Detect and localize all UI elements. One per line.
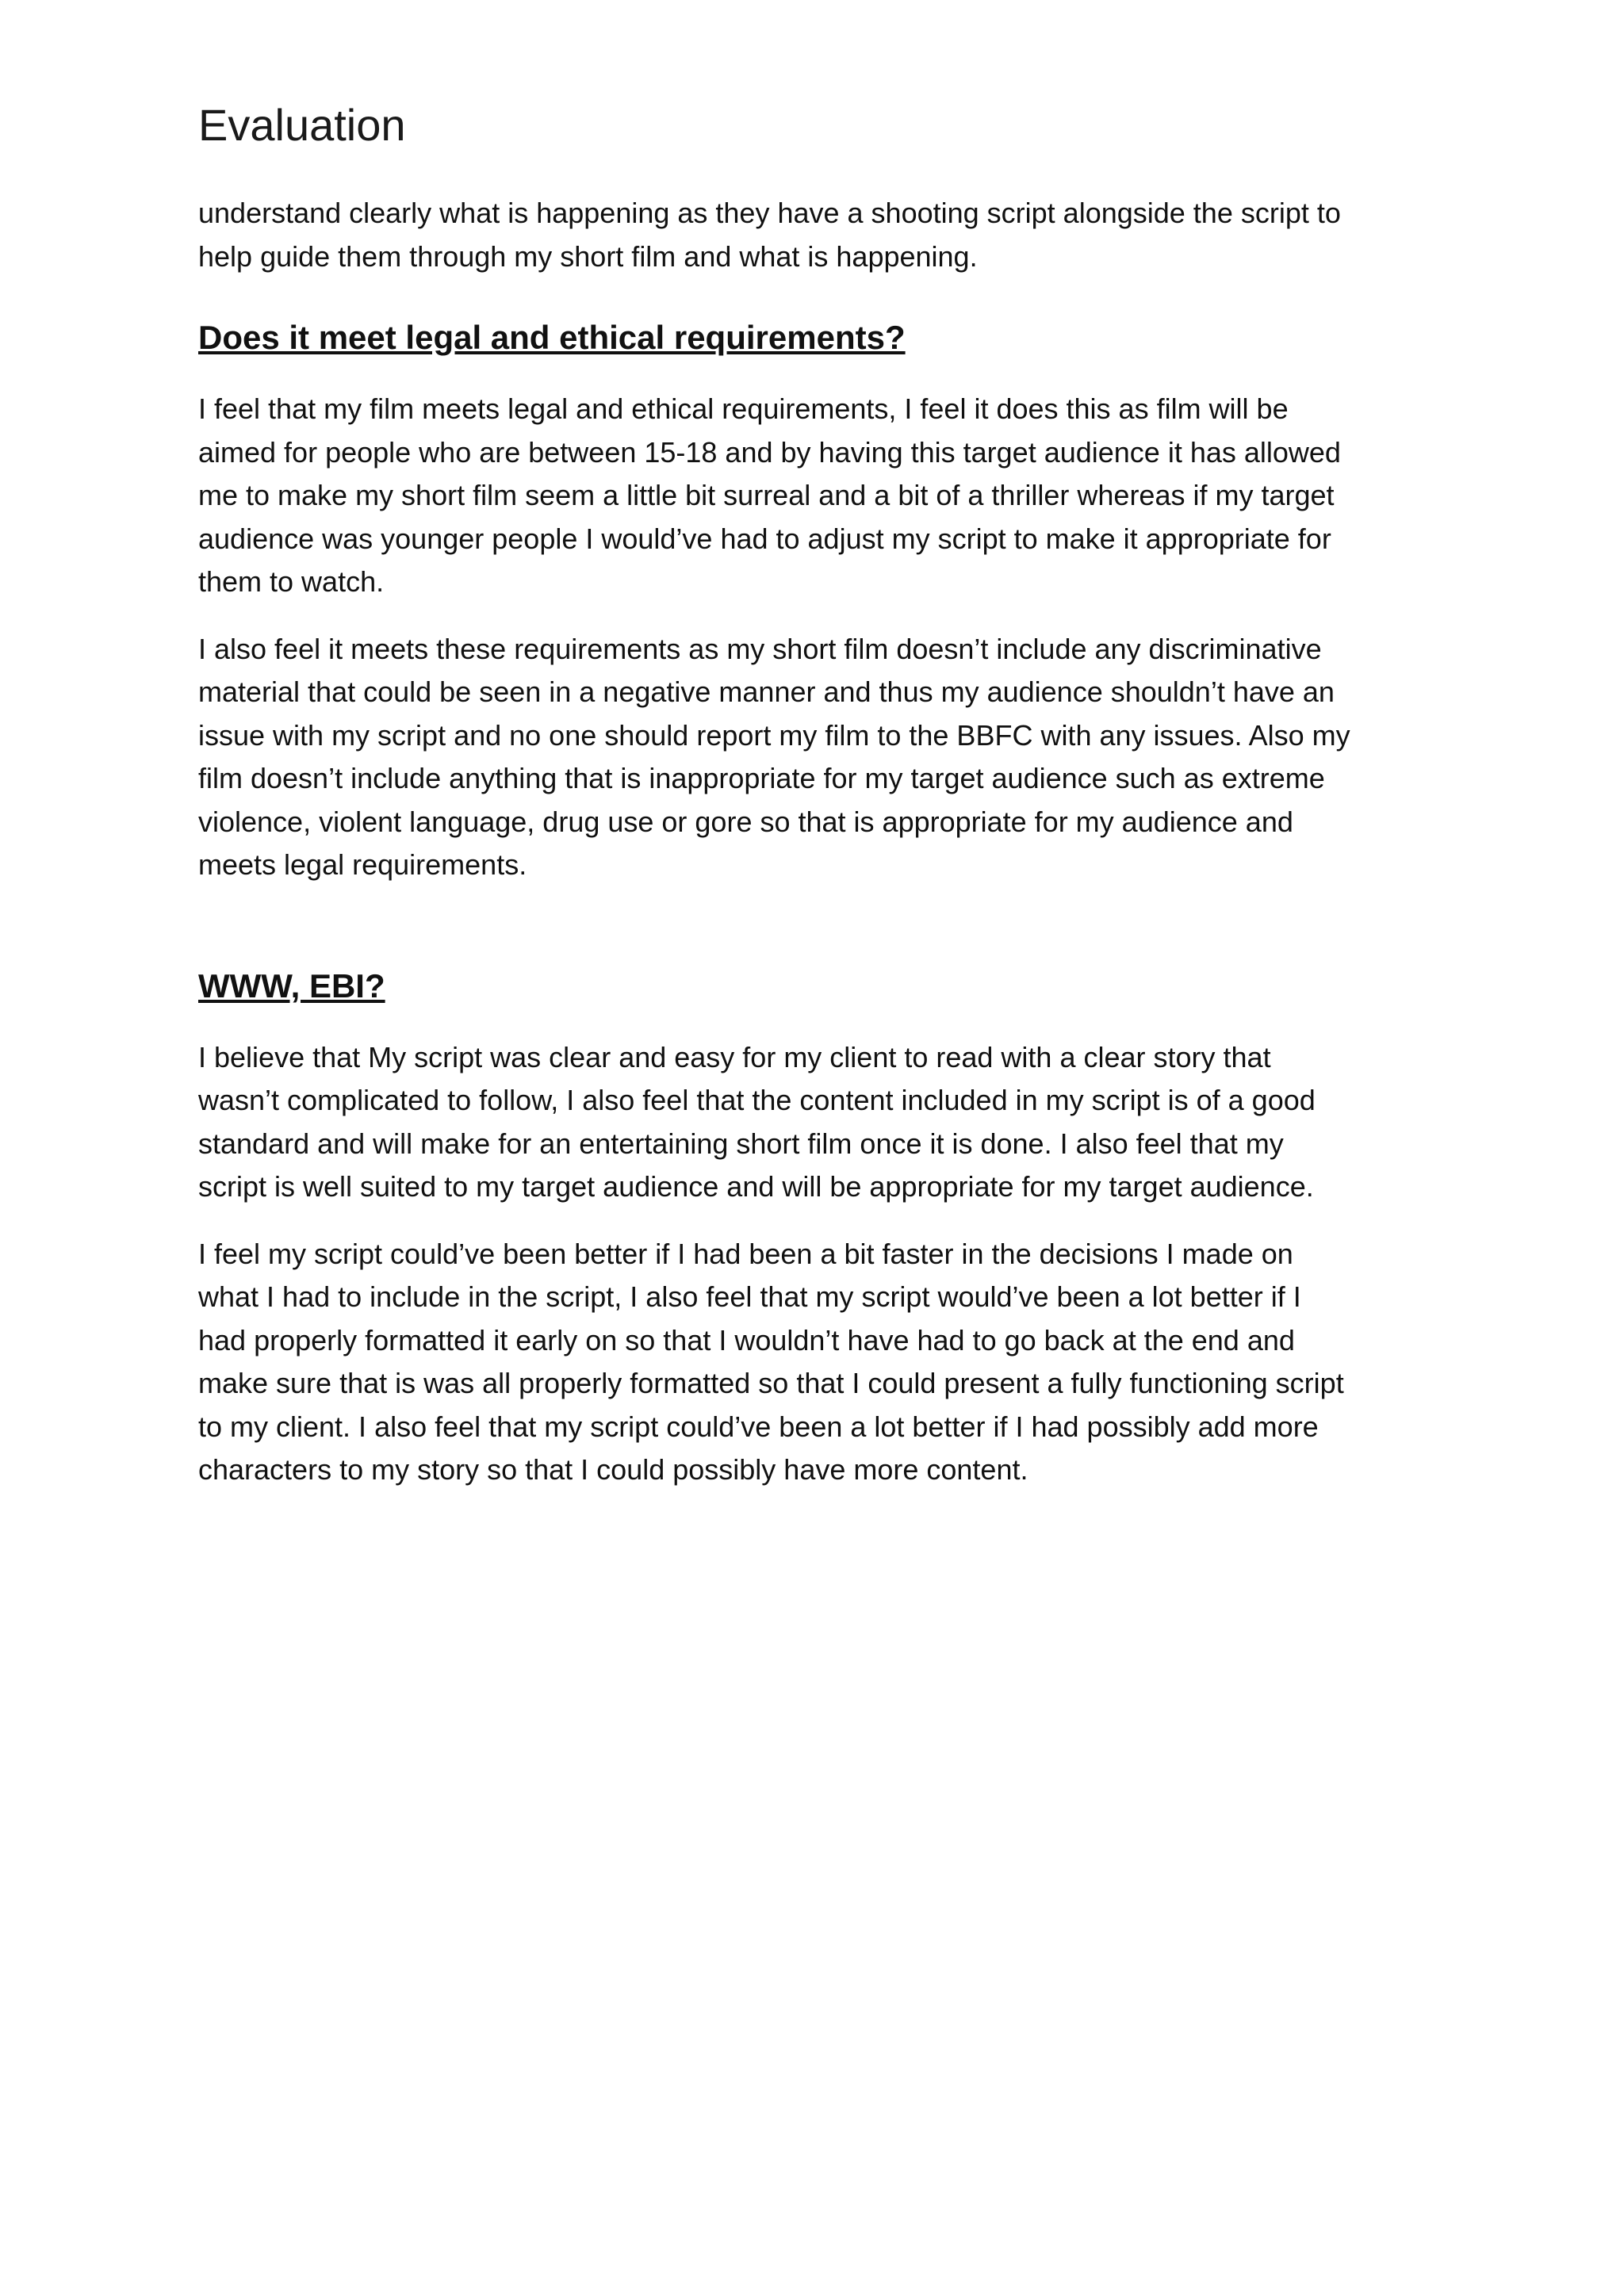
text-line: issue with my script and no one should report my film to the BBFC with any issues. Also my bbox=[198, 718, 1350, 752]
text-line: script is well suited to my target audience and will be appropriate for my target audience. bbox=[198, 1170, 1314, 1203]
text-line: material that could be seen in a negative manner and thus my audience shouldn’t have an bbox=[198, 675, 1335, 708]
text-line: make sure that is was all properly formatted so that I could present a fully functioning script bbox=[198, 1367, 1344, 1399]
paragraph-legal-2 bbox=[198, 628, 1447, 887]
document-title: Evaluation bbox=[198, 100, 406, 150]
text-line: violence, violent language, drug use or gore so that is appropriate for my audience and bbox=[198, 805, 1293, 838]
text-line: wasn’t complicated to follow, I also feel that the content included in my script is of a good bbox=[198, 1084, 1316, 1116]
text-line: aimed for people who are between 15-18 and by having this target audience it has allowed bbox=[198, 435, 1341, 469]
text-line: I believe that My script was clear and easy for my client to read with a clear story that bbox=[198, 1040, 1271, 1073]
paragraph-ebi-1 bbox=[198, 1233, 1447, 1492]
intro-paragraph bbox=[198, 192, 1447, 278]
text-line: help guide them through my short film and what is happening. bbox=[198, 239, 978, 273]
text-line: I feel my script could’ve been better if I had been a bit faster in the decisions I made on bbox=[198, 1237, 1293, 1270]
text-line: me to make my short film seem a little bit surreal and a bit of a thriller whereas if my target bbox=[198, 479, 1335, 511]
text-line: meets legal requirements. bbox=[198, 848, 527, 881]
text-line: to my client. I also feel that my script could’ve been a lot better if I had possibly add more bbox=[198, 1410, 1319, 1443]
text-line: understand clearly what is happening as they have a shooting script alongside the script to bbox=[198, 197, 1341, 229]
text-line: audience was younger people I would’ve had to adjust my script to make it appropriate for bbox=[198, 522, 1331, 555]
document-body bbox=[198, 94, 1447, 1516]
text-line: had properly formatted it early on so that I wouldn’t have had to go back at the end and bbox=[198, 1323, 1295, 1357]
section-heading-legal-ethical: Does it meet legal and ethical requirements? bbox=[198, 319, 906, 356]
text-line: them to watch. bbox=[198, 565, 385, 598]
text-line: film doesn’t include anything that is inappropriate for my target audience such as extreme bbox=[198, 762, 1325, 794]
text-line: what I had to include in the script, I also feel that my script would’ve been a lot better if I bbox=[198, 1280, 1301, 1313]
paragraph-legal-1 bbox=[198, 388, 1447, 604]
paragraph-www-1 bbox=[198, 1036, 1447, 1209]
text-line: characters to my story so that I could possibly have more content. bbox=[198, 1453, 1028, 1486]
section-heading-www-ebi: WWW, EBI? bbox=[198, 966, 385, 1004]
text-line: standard and will make for an entertaining short film once it is done. I also feel that my bbox=[198, 1127, 1284, 1160]
text-line: I also feel it meets these requirements as my short film doesn’t include any discriminative bbox=[198, 632, 1322, 665]
text-line: I feel that my film meets legal and ethical requirements, I feel it does this as film will be bbox=[198, 392, 1289, 425]
